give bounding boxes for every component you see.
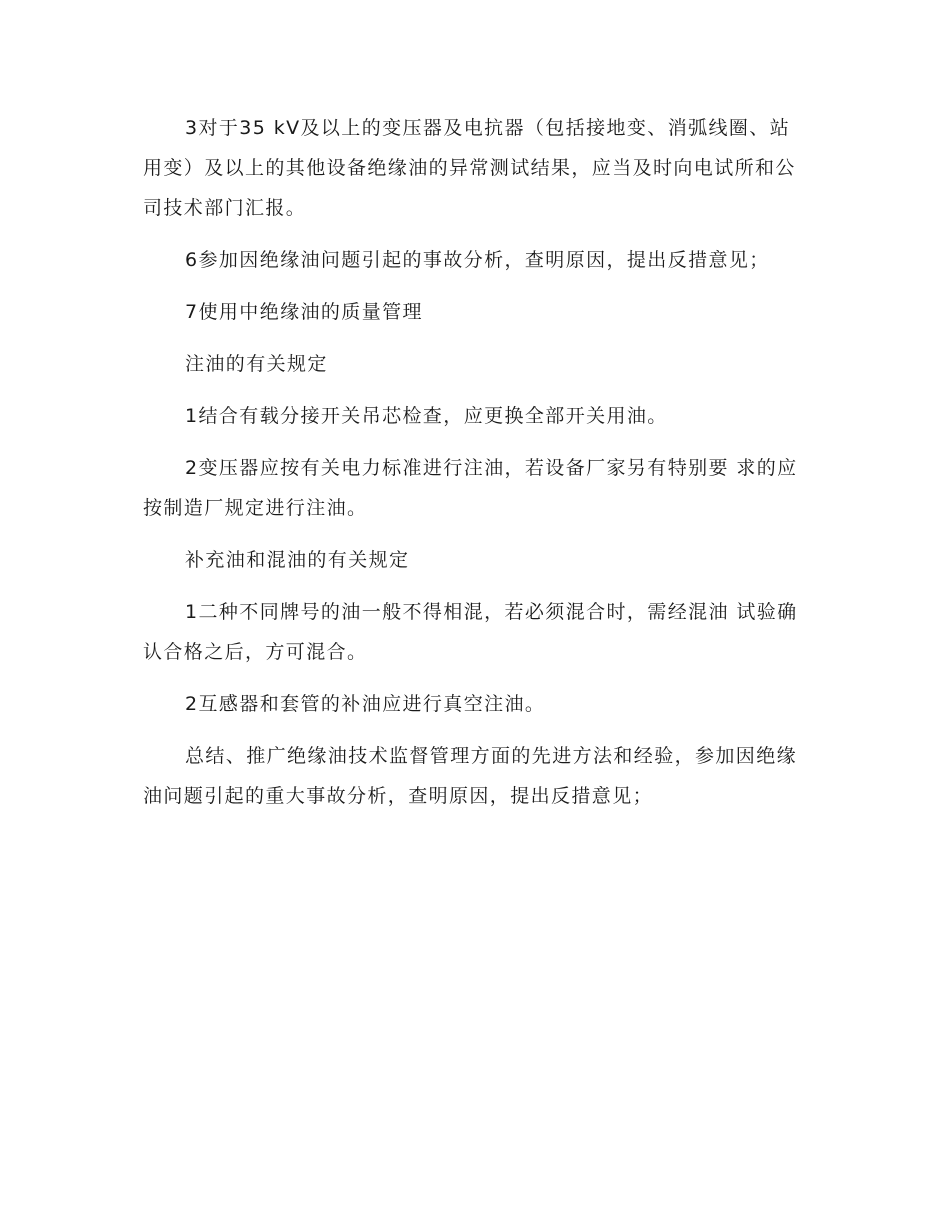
section-heading-oil-quality: 7使用中绝缘油的质量管理 xyxy=(185,301,423,323)
paragraph-summary: 总结、推广绝缘油技术监督管理方面的先进方法和经验，参加因绝缘油问题引起的重大事故分析，查明原因，提出反措意见； xyxy=(143,745,798,807)
subheading-topup-mixing: 补充油和混油的有关规定 xyxy=(185,549,410,571)
subheading-filling-rules: 注油的有关规定 xyxy=(185,353,328,375)
paragraph-vacuum-filling: 2互感器和套管的补油应进行真空注油。 xyxy=(185,693,546,715)
paragraph-tap-changer: 1结合有载分接开关吊芯检查，应更换全部开关用油。 xyxy=(185,405,668,427)
paragraph-accident-analysis: 6参加因绝缘油问题引起的事故分析，查明原因，提出反措意见； xyxy=(185,249,770,271)
paragraph-report-requirement: 3对于35 kV及以上的变压器及电抗器（包括接地变、消弧线圈、站用变）及以上的其他设备绝缘油的异常测试结果，应当及时向电试所和公司技术部门汇报。 xyxy=(143,117,796,219)
paragraph-mixing-oil: 1二种不同牌号的油一般不得相混，若必须混合时，需经混油 试验确认合格之后，方可混合。 xyxy=(143,601,798,663)
document-body xyxy=(143,108,803,828)
paragraph-transformer-filling: 2变压器应按有关电力标准进行注油，若设备厂家另有特别要 求的应按制造厂规定进行注油。 xyxy=(143,457,798,519)
